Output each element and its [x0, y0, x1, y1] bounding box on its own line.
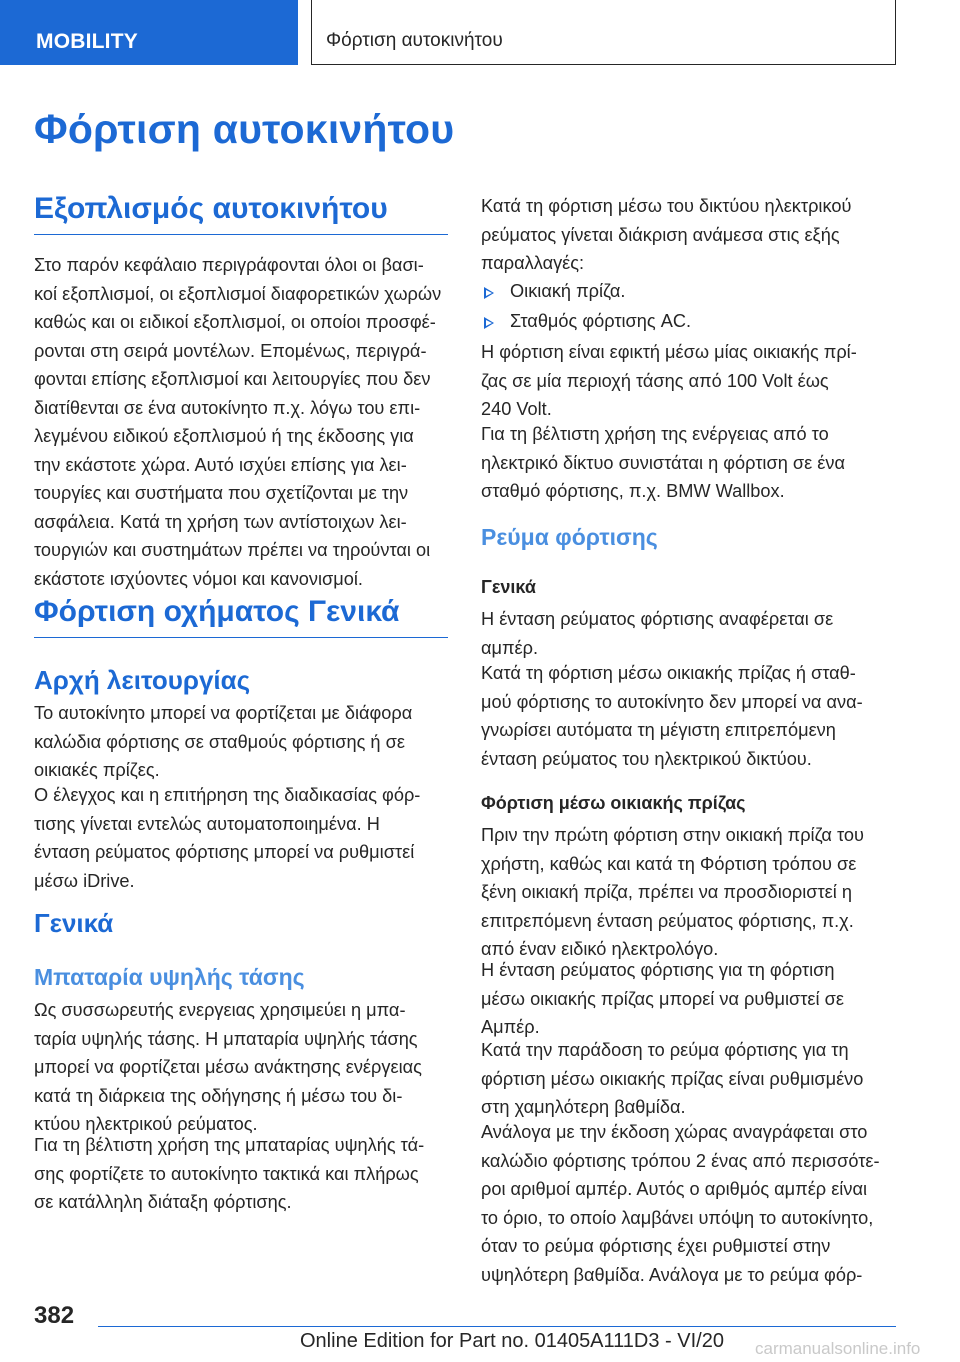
text-line: επιτρεπόμενη ένταση ρεύματος φόρτισης, π.χ. [481, 910, 854, 931]
text-line: ρονται στη σειρά μοντέλων. Επομένως, περιγρά‐ [34, 340, 427, 361]
footer-watermark: carmanualsonline.info [755, 1339, 921, 1358]
text-line: Πριν την πρώτη φόρτιση στην οικιακή πρίζα του [481, 825, 864, 845]
text-line: Κατά την παράδοση το ρεύμα φόρτισης για τη [481, 1040, 849, 1060]
paragraph-grid-charging [481, 192, 895, 278]
paragraph-current-1 [481, 605, 895, 662]
text-line: Ως συσσωρευτής ενεργειας χρησιμεύει η μπα‐ [34, 1000, 406, 1020]
paragraph-home-1 [481, 821, 895, 964]
text-line: την εκάστοτε χώρα. Αυτό ισχύει επίσης για λει‐ [34, 454, 407, 475]
text-line: ηλεκτρικό δίκτυο συνιστάται η φόρτιση σε ένα [481, 452, 845, 473]
list-item-label: Οικιακή πρίζα. [510, 281, 626, 301]
text-line: μέσω iDrive. [34, 870, 135, 891]
text-line: καλώδια φόρτισης σε σταθμούς φόρτισης ή σε [34, 731, 405, 752]
text-line: Το αυτοκίνητο μπορεί να φορτίζεται με διάφορα [34, 703, 413, 723]
text-line: φόρτιση μέσω οικιακής πρίζας είναι ρυθμισμένο [481, 1068, 864, 1089]
heading-high-voltage-battery: Μπαταρία υψηλής τάσης [34, 964, 305, 990]
heading-charging-current: Ρεύμα φόρτισης [481, 524, 658, 550]
text-line: Στο παρόν κεφάλαιο περιγράφονται όλοι οι βασι‐ [34, 255, 424, 275]
text-line: κατά τη διάρκεια της οδήγησης ή μέσω του δι‐ [34, 1085, 403, 1106]
text-line: ένταση ρεύματος φόρτισης μπορεί να ρυθμιστεί [34, 842, 415, 862]
text-line: γνωρίσει αυτόματα τη μέγιστη επιτρεπόμενη [481, 720, 836, 740]
paragraph-optimal-use [481, 420, 895, 506]
triangle-bullet-icon [484, 287, 494, 299]
triangle-bullet-icon [484, 317, 494, 329]
text-line: σης φορτίζετε το αυτοκίνητο τακτικά και πλήρως [34, 1163, 419, 1184]
text-line: Για τη βέλτιστη χρήση της μπαταρίας υψηλής τά‐ [34, 1135, 425, 1155]
heading-vehicle-charging-general: Φόρτιση οχήματος Γενικά [34, 595, 448, 638]
paragraph-voltage-range [481, 338, 895, 424]
text-line: κτύου ηλεκτρικού ρεύματος. [34, 1114, 258, 1134]
text-line: υψηλότερη βαθμίδα. Ανάλογα με το ρεύμα φόρ‐ [481, 1264, 863, 1285]
text-line: στη χαμηλότερη βαθμίδα. [481, 1097, 686, 1117]
header-section-tab: MOBILITY [0, 0, 298, 65]
text-line: ταρία υψηλής τάσης. Η μπαταρία υψηλής τάσης [34, 1028, 418, 1049]
footer-divider [98, 1326, 896, 1327]
text-line: καθώς και οι ειδικοί εξοπλισμοί, οι οποίοι προσφέ‐ [34, 312, 436, 332]
text-line: χρήστη, καθώς και κατά τη Φόρτιση τρόπου σε [481, 853, 857, 874]
text-line: ένταση ρεύματος του ηλεκτρικού δικτύου. [481, 748, 812, 769]
paragraph-equipment [34, 251, 448, 593]
paragraph-battery-2 [34, 1131, 448, 1217]
text-line: όταν το ρεύμα φόρτισης έχει ρυθμιστεί στην [481, 1236, 831, 1256]
footer-edition-text: Online Edition for Part no. 01405A111D3 - VI/20 [300, 1330, 724, 1352]
heading-general: Γενικά [34, 908, 114, 938]
paragraph-principle-1 [34, 699, 448, 785]
paragraph-principle-2 [34, 781, 448, 895]
text-line: μού φόρτισης το αυτοκίνητο δεν μπορεί να ανα‐ [481, 691, 863, 712]
text-line: 240 Volt. [481, 399, 552, 419]
text-line: ροι αριθμοί αμπέρ. Αυτός ο αριθμός αμπέρ είναι [481, 1179, 867, 1199]
text-line: σε κατάλληλη διάταξη φόρτισης. [34, 1192, 292, 1212]
text-line: Η ένταση ρεύματος φόρτισης για τη φόρτιση [481, 960, 835, 980]
heading-operating-principle: Αρχή λειτουργίας [34, 665, 251, 695]
paragraph-home-3 [481, 1036, 895, 1122]
text-line: αμπέρ. [481, 637, 539, 658]
text-line: ξένη οικιακή πρίζα, πρέπει να προσδιοριστεί η [481, 882, 852, 902]
text-line: Ανάλογα με την έκδοση χώρας αναγράφεται στο [481, 1122, 868, 1142]
text-line: Κατά τη φόρτιση μέσω οικιακής πρίζας ή σταθ‐ [481, 663, 856, 683]
text-line: σταθμό φόρτισης, π.χ. BMW Wallbox. [481, 481, 785, 501]
text-line: οικιακές πρίζες. [34, 760, 160, 780]
text-line: ζας σε μία περιοχή τάσης από 100 Volt έως [481, 370, 829, 391]
text-line: εκάστοτε ισχύοντες νόμοι και κανονισμοί. [34, 568, 363, 589]
text-line: τουργίες και συστήματα που σχετίζονται με την [34, 483, 409, 503]
text-line: καλώδιο φόρτισης τρόπου 2 ένας από περισσότε‐ [481, 1150, 880, 1171]
text-line: μπορεί να φορτίζεται μέσω ανάκτησης ενέργειας [34, 1057, 422, 1077]
paragraph-current-2 [481, 659, 895, 773]
text-line: Η φόρτιση είναι εφικτή μέσω μίας οικιακής πρί‐ [481, 342, 857, 362]
paragraph-home-4 [481, 1118, 895, 1289]
text-line: Κατά τη φόρτιση μέσω του δικτύου ηλεκτρικού [481, 196, 852, 216]
text-line: μέσω οικιακής πρίζας μπορεί να ρυθμιστεί σε [481, 988, 844, 1009]
text-line: Για τη βέλτιστη χρήση της ενέργειας από το [481, 424, 829, 444]
page-number: 382 [34, 1302, 75, 1329]
page-title: Φόρτιση αυτοκινήτου [34, 106, 455, 152]
heading-general-sub: Γενικά [481, 577, 536, 597]
text-line: διατίθενται σε ένα αυτοκίνητο π.χ. λόγω του επι‐ [34, 397, 421, 418]
header-chapter-title: Φόρτιση αυτοκινήτου [311, 0, 896, 65]
paragraph-home-2 [481, 956, 895, 1042]
text-line: τουργιών και συστημάτων πρέπει να τηρούνται οι [34, 540, 431, 560]
text-line: ασφάλεια. Κατά τη χρήση των αντίστοιχων λει‐ [34, 511, 407, 532]
text-line: Ο έλεγχος και η επιτήρηση της διαδικασίας φόρ‐ [34, 785, 421, 805]
text-line: Αμπέρ. [481, 1017, 540, 1037]
text-line: Η ένταση ρεύματος φόρτισης αναφέρεται σε [481, 609, 834, 629]
text-line: από έναν ειδικό ηλεκτρολόγο. [481, 939, 719, 959]
heading-home-socket-charging: Φόρτιση μέσω οικιακής πρίζας [481, 793, 746, 813]
paragraph-battery-1 [34, 996, 448, 1139]
text-line: παραλλαγές: [481, 253, 585, 273]
list-item-label: Σταθμός φόρτισης AC. [510, 311, 692, 331]
text-line: τισης γίνεται εντελώς αυτοματοποιημένα. Η [34, 813, 380, 834]
text-line: φονται επίσης εξοπλισμοί και λειτουργίες που δεν [34, 369, 431, 389]
text-line: το όριο, το οποίο λαμβάνει υπόψη το αυτοκίνητο, [481, 1207, 874, 1228]
text-line: ρεύματος γίνεται διάκριση ανάμεσα στις εξής [481, 224, 840, 245]
text-line: κοί εξοπλισμοί, οι εξοπλισμοί διαφορετικών χωρών [34, 283, 442, 304]
text-line: λεγμένου ειδικού εξοπλισμού ή της έκδοσης για [34, 426, 414, 446]
heading-vehicle-equipment: Εξοπλισμός αυτοκινήτου [34, 192, 448, 235]
